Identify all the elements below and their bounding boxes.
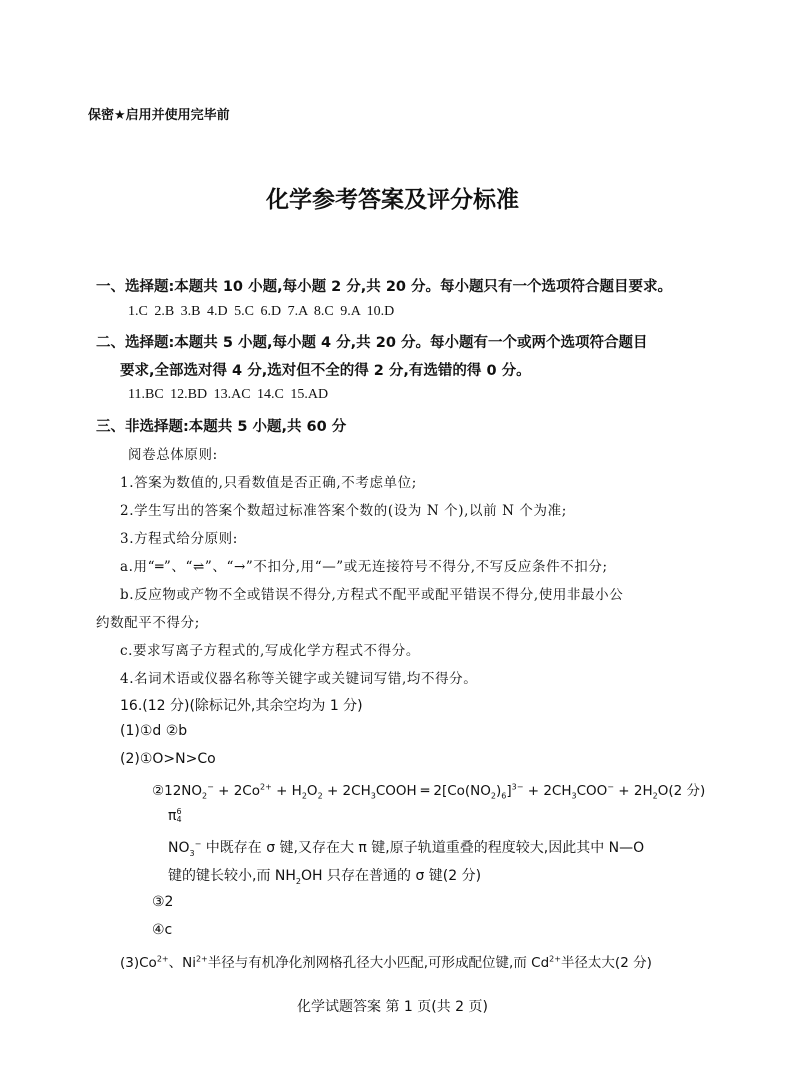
- q16-heading: 16.(12 分)(除标记外,其余空均为 1 分): [120, 698, 363, 714]
- q16-part2-1: (2)①O>N>Co: [120, 751, 216, 767]
- principle-line: c.要求写离子方程式的,写成化学方程式不得分。: [120, 643, 420, 659]
- q16-part2-4: ④c: [152, 922, 173, 938]
- section1-answers: 1.C 2.B 3.B 4.D 5.C 6.D 7.A 8.C 9.A 10.D: [128, 304, 395, 319]
- section2-heading-line1: 二、选择题:本题共 5 小题,每小题 4 分,共 20 分。每小题有一个或两个选项符合题目: [96, 335, 648, 351]
- principle-line: 阅卷总体原则:: [128, 447, 218, 463]
- principle-line: 4.名词术语或仪器名称等关键字或关键词写错,均不得分。: [120, 671, 478, 687]
- principle-line: 约数配平不得分;: [96, 615, 200, 631]
- principle-line: 3.方程式给分原则:: [120, 531, 238, 547]
- q16-part1: (1)①d ②b: [120, 723, 188, 739]
- principle-line: a.用“═”、“⇌”、“→”不扣分,用“—”或无连接符号不得分,不写反应条件不扣分;: [120, 559, 608, 575]
- section3-heading: 三、非选择题:本题共 5 小题,共 60 分: [96, 419, 347, 435]
- q16-explanation-line2: 键的键长较小,而 $NH_2OH$ 只存在普通的 σ 键(2 分): [168, 868, 482, 886]
- q16-part2-3: ③2: [152, 894, 174, 910]
- section1-heading: 一、选择题:本题共 10 小题,每小题 2 分,共 20 分。每小题只有一个选项符合题目要求。: [96, 279, 673, 295]
- section2-heading-line2: 要求,全部选对得 4 分,选对但不全的得 2 分,有选错的得 0 分。: [120, 363, 531, 379]
- section2-answers: 11.BC 12.BD 13.AC 14.C 15.AD: [128, 387, 329, 402]
- principle-line: 1.答案为数值的,只看数值是否正确,不考虑单位;: [120, 475, 417, 491]
- principle-line: 2.学生写出的答案个数超过标准答案个数的(设为 N 个),以前 N 个为准;: [120, 503, 567, 519]
- confidentiality-label: 保密★启用并使用完毕前: [88, 108, 230, 123]
- page-title: 化学参考答案及评分标准: [266, 187, 519, 213]
- q16-pi-bond: π 6 4: [168, 807, 182, 824]
- page-footer: 化学试题答案 第 1 页(共 2 页): [297, 999, 488, 1015]
- principle-line: b.反应物或产物不全或错误不得分,方程式不配平或配平错误不得分,使用非最小公: [120, 587, 624, 603]
- q16-equation: $②12NO_2^- + 2Co^{2+} + H_2O_2$ + $2CH_3COOH$ ═ $2[Co(NO_2)_6]^{3-} + 2CH_3COO^- + 2H_2O(2$ 分): [152, 782, 706, 801]
- q16-part3: $(3)Co^{2+}$、$Ni^{2+}$半径与有机净化剂网格孔径大小匹配,可形成配位键,而 $Cd^{2+}$半径太大(2 分): [120, 954, 652, 971]
- q16-explanation-line1: $NO_3^-$ 中既存在 σ 键,又存在大 π 键,原子轨道重叠的程度较大,因此其中 N—O: [168, 839, 645, 858]
